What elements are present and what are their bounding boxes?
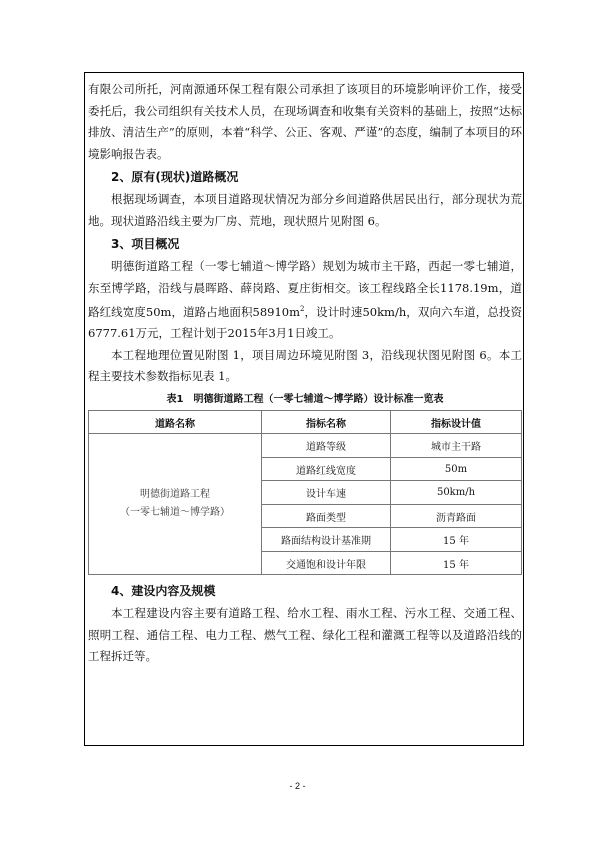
value-cell: 沥青路面 xyxy=(391,504,522,528)
section-3-paragraph-1 xyxy=(88,256,522,345)
table-row xyxy=(89,434,522,458)
section-4-paragraph: 本工程建设内容主要有道路工程、给水工程、雨水工程、污水工程、交通工程、照明工程、通信工程、电力工程、燃气工程、绿化工程和灌溉工程等以及道路沿线的工程拆迁等。 xyxy=(88,606,522,664)
indicator-cell: 交通饱和设计年限 xyxy=(262,551,391,575)
section-3-text-b: ，设计时速50km/h，双向六车道，总投资6777.61万元，工程计划于2015年3月1日竣工。 xyxy=(88,304,522,341)
page-number: - 2 - xyxy=(289,781,306,791)
document-body xyxy=(88,79,522,668)
section-3-heading: 3、项目概况 xyxy=(111,237,180,251)
road-name: 明德街道路工程 xyxy=(140,489,210,501)
road-name-cell xyxy=(89,434,262,575)
indicator-cell: 路面类型 xyxy=(262,504,391,528)
indicator-cell: 道路等级 xyxy=(262,434,391,458)
value-cell: 15 年 xyxy=(391,528,522,552)
indicator-cell: 道路红线宽度 xyxy=(262,457,391,481)
indicator-cell: 设计车速 xyxy=(262,481,391,505)
value-cell: 50km/h xyxy=(391,481,522,505)
table-header-row xyxy=(89,410,522,434)
design-standard-table xyxy=(88,410,522,576)
column-header-road-name: 道路名称 xyxy=(89,410,262,434)
value-cell: 50m xyxy=(391,457,522,481)
section-3-paragraph-2: 本工程地理位置见附图 1，项目周边环境见附图 3，沿线现状图见附图 6。本工程主要技术参数指标见表 1。 xyxy=(88,347,522,384)
section-2-paragraph: 根据现场调查，本项目道路现状情况为部分乡间道路供居民出行，部分现状为荒地。现状道路沿线主要为厂房、荒地，现状照片见附图 6。 xyxy=(88,192,522,228)
section-3-text-a: 明德街道路工程（一零七辅道～博学路）规划为城市主干路，西起一零七辅道，东至博学路，沿线与晨晖路、薛岗路、夏庄街相交。该工程线路全长1178.19m，道路红线宽度50m，道路占地面积58910m xyxy=(88,259,522,319)
section-2-heading: 2、原有(现状)道路概况 xyxy=(111,170,239,184)
value-cell: 城市主干路 xyxy=(391,434,522,458)
table-caption: 表1 明德街道路工程（一零七辅道～博学路）设计标准一览表 xyxy=(166,393,444,405)
value-cell: 15 年 xyxy=(391,551,522,575)
column-header-indicator: 指标名称 xyxy=(262,410,391,434)
road-section: （一零七辅道～博学路） xyxy=(120,507,230,519)
indicator-cell: 路面结构设计基准期 xyxy=(262,528,391,552)
column-header-design-value: 指标设计值 xyxy=(391,410,522,434)
area-superscript: 2 xyxy=(300,305,305,313)
section-4-heading: 4、建设内容及规模 xyxy=(111,584,216,599)
intro-paragraph: 有限公司所托，河南源通环保工程有限公司承担了该项目的环境影响评价工作，接受委托后，我公司组织有关技术人员，在现场调查和收集有关资料的基础上，按照“达标排放、清洁生产”的原则，本着“科学、公正、客观、严谨”的态度，编制了本项目的环境影响报告表。 xyxy=(88,82,522,161)
